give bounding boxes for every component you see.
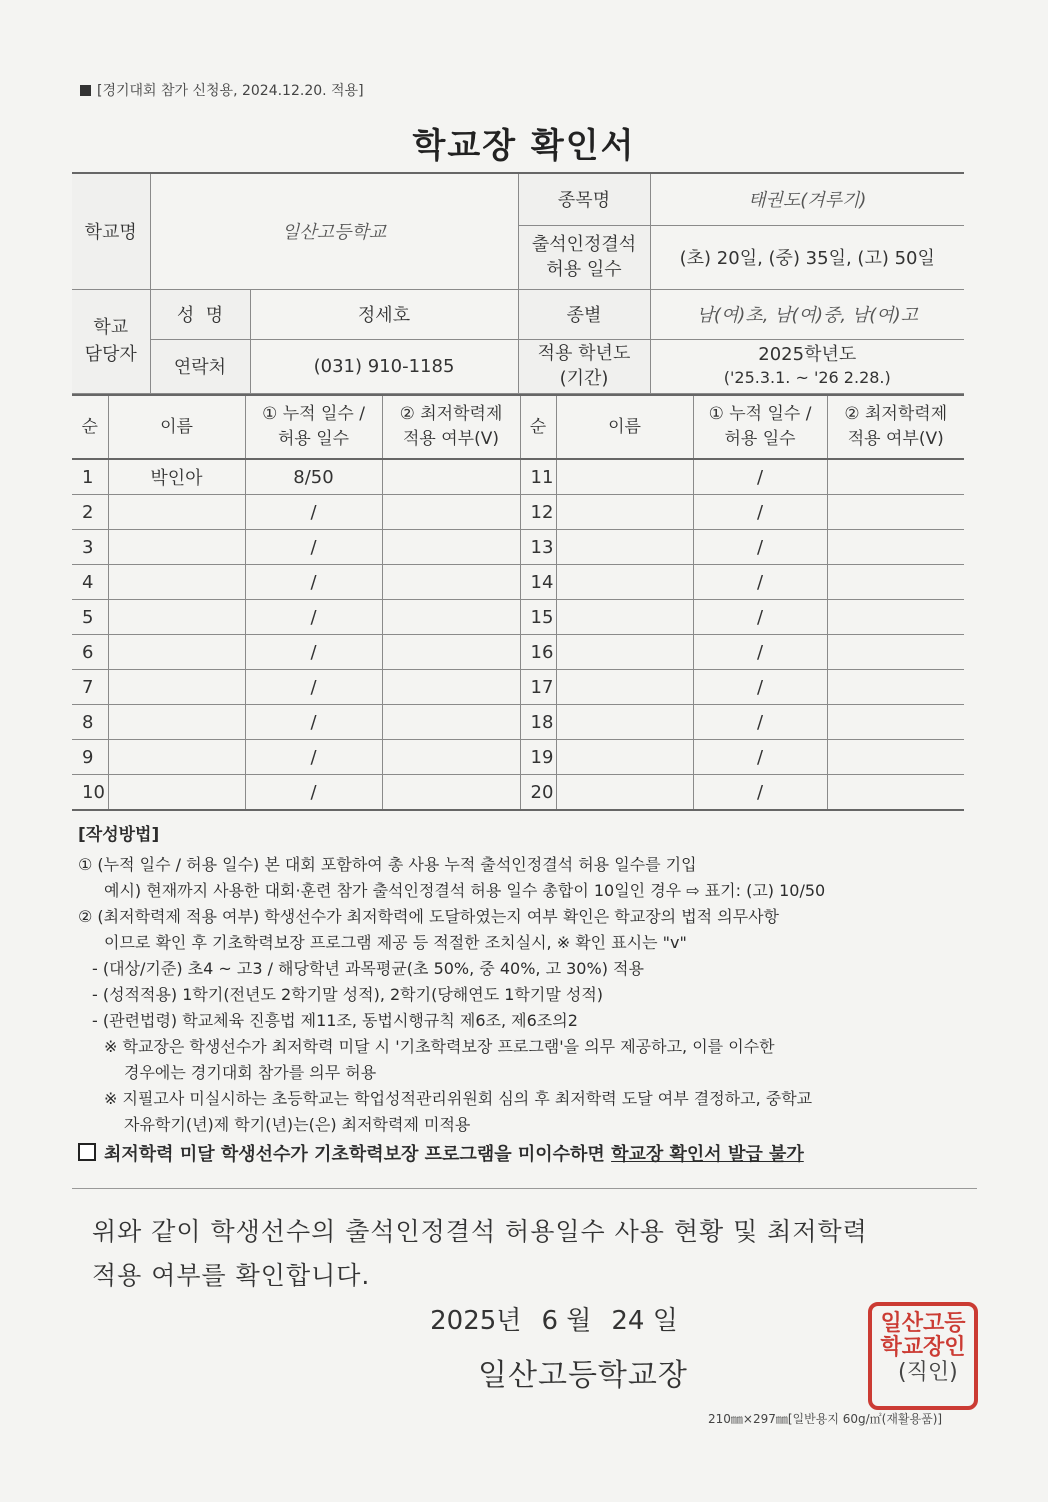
guide-line-2: 예시) 현재까지 사용한 대회·훈련 참가 출석인정결석 허용 일수 총합이 10일인 경우 ⇨ 표기: (고) 10/50 (104, 881, 826, 900)
col-min-right (827, 395, 964, 459)
row-min-cell (382, 530, 520, 565)
table-row (72, 670, 964, 705)
row-no-cell: 16 (520, 635, 556, 670)
row-min-cell (827, 670, 964, 705)
school-name-label: 학교명 (72, 173, 150, 289)
table-row (72, 775, 964, 811)
guide-warning (78, 1142, 978, 1168)
school-name-value: 일산고등학교 (150, 173, 518, 289)
table-row (72, 495, 964, 530)
guide-line-4: 이므로 확인 후 기초학력보장 프로그램 제공 등 적절한 조치실시, ※ 확인 표시는 "v" (104, 933, 687, 952)
row-min-cell (827, 775, 964, 811)
col-min-right-l2: 적용 여부(V) (847, 429, 944, 449)
gender-value: 남(여)초, 남(여)중, 남(여)고 (650, 289, 964, 339)
row-days-cell: / (693, 635, 827, 670)
year-value-line2: ('25.3.1. ~ '26 2.28.) (723, 368, 891, 388)
absence-days-label-line2: 허용 일수 (546, 259, 622, 280)
row-min-cell (382, 600, 520, 635)
table-row (72, 705, 964, 740)
row-name-cell (556, 670, 693, 705)
contact-label: 연락처 (150, 339, 250, 393)
row-days-cell: / (693, 740, 827, 775)
row-min-cell (827, 600, 964, 635)
row-name-cell (556, 459, 693, 495)
row-name-cell (556, 495, 693, 530)
row-no-cell: 17 (520, 670, 556, 705)
row-days-cell: / (693, 565, 827, 600)
col-min-right-l1: ② 최저학력제 (844, 404, 948, 425)
guide-line-10: ※ 지필고사 미실시하는 초등학교는 학업성적관리위원회 심의 후 최저학력 도달 여부 결정하고, 중학교 (104, 1089, 813, 1108)
writing-guide (78, 822, 978, 1168)
row-days-cell: / (693, 670, 827, 705)
row-days-cell: / (245, 635, 382, 670)
date-day: 24 일 (611, 1306, 678, 1336)
manager-label-line2: 담당자 (84, 344, 137, 365)
manager-label (72, 289, 150, 393)
row-name-cell (108, 565, 245, 600)
absence-days-value: (초) 20일, (중) 35일, (고) 50일 (650, 225, 964, 289)
col-no-left: 순 (72, 395, 108, 459)
year-label-line1: 적용 학년도 (537, 342, 631, 364)
table-row (72, 600, 964, 635)
absence-days-label-line1: 출석인정결석 (531, 233, 637, 255)
row-days-cell: / (693, 459, 827, 495)
row-name-cell (108, 635, 245, 670)
row-name-cell: 박인아 (108, 459, 245, 495)
section-divider (72, 1188, 977, 1189)
table-row (72, 530, 964, 565)
row-name-cell (108, 600, 245, 635)
row-days-cell: / (245, 565, 382, 600)
col-days-left (245, 395, 382, 459)
gender-label: 종별 (518, 289, 650, 339)
row-name-cell (108, 705, 245, 740)
row-no-cell: 7 (72, 670, 108, 705)
row-no-cell: 2 (72, 495, 108, 530)
row-name-cell (556, 635, 693, 670)
athlete-list-table (72, 394, 964, 811)
row-min-cell (827, 705, 964, 740)
row-days-cell: / (245, 670, 382, 705)
row-min-cell (827, 495, 964, 530)
year-value (650, 339, 964, 393)
manager-name-label: 성 명 (150, 289, 250, 339)
col-days-left-l1: ① 누적 일수 / (262, 404, 365, 425)
row-no-cell: 1 (72, 459, 108, 495)
row-min-cell (382, 495, 520, 530)
col-min-left-l2: 적용 여부(V) (403, 429, 499, 449)
list-body (72, 459, 964, 810)
confirmation-line-2: 적용 여부를 확인합니다. (92, 1261, 371, 1290)
row-name-cell (108, 495, 245, 530)
list-header-row (72, 395, 964, 459)
guide-line-1: ① (누적 일수 / 허용 일수) 본 대회 포함하여 총 사용 누적 출석인정결석 허용 일수를 기입 (78, 855, 697, 874)
row-days-cell: 8/50 (245, 459, 382, 495)
square-bullet-icon (80, 85, 91, 96)
table-row (72, 740, 964, 775)
row-no-cell: 18 (520, 705, 556, 740)
row-min-cell (827, 635, 964, 670)
guide-line-11: 자유학기(년)제 학기(년)는(은) 최저학력제 미적용 (124, 1115, 471, 1134)
row-no-cell: 11 (520, 459, 556, 495)
row-name-cell (108, 775, 245, 811)
year-label-line2: (기간) (559, 368, 609, 389)
col-days-right-l2: 허용 일수 (724, 429, 796, 449)
row-no-cell: 8 (72, 705, 108, 740)
row-days-cell: / (245, 705, 382, 740)
row-min-cell (382, 705, 520, 740)
row-min-cell (382, 635, 520, 670)
row-days-cell: / (245, 530, 382, 565)
row-min-cell (382, 565, 520, 600)
document-title: 학교장 확인서 (412, 126, 636, 166)
row-no-cell: 6 (72, 635, 108, 670)
guide-line-6: - (성적적용) 1학기(전년도 2학기말 성적), 2학기(당해연도 1학기말 성적) (92, 985, 604, 1004)
year-label (518, 339, 650, 393)
table-row (72, 565, 964, 600)
manager-label-line1: 학교 (93, 317, 129, 338)
header-note-text: [경기대회 참가 신청용, 2024.12.20. 적용] (97, 83, 364, 99)
seal-label: (직인) (898, 1360, 958, 1385)
confirmation-line-1: 위와 같이 학생선수의 출석인정결석 허용일수 사용 현황 및 최저학력 (92, 1217, 868, 1246)
guide-line-7: - (관련법령) 학교체육 진흥법 제11조, 동법시행규칙 제6조, 제6조의2 (92, 1011, 578, 1030)
row-days-cell: / (245, 740, 382, 775)
col-min-left-l1: ② 최저학력제 (399, 404, 503, 425)
date-month: 6 월 (541, 1306, 592, 1336)
row-no-cell: 4 (72, 565, 108, 600)
row-name-cell (108, 670, 245, 705)
official-seal-stamp: 일산고등학교장인 (868, 1302, 978, 1410)
guide-warning-text: 최저학력 미달 학생선수가 기초학력보장 프로그램을 미이수하면 (104, 1144, 612, 1165)
col-days-right-l1: ① 누적 일수 / (708, 404, 812, 425)
row-days-cell: / (245, 775, 382, 811)
col-name-right: 이름 (556, 395, 693, 459)
row-min-cell (827, 459, 964, 495)
guide-line-5: - (대상/기준) 초4 ~ 고3 / 해당학년 과목평균(초 50%, 중 40%, 고 30%) 적용 (92, 959, 644, 978)
event-value: 태권도(겨루기) (650, 173, 964, 225)
principal-signature: 일산고등학교장 (478, 1358, 688, 1393)
row-days-cell: / (693, 495, 827, 530)
row-days-cell: / (693, 705, 827, 740)
row-no-cell: 10 (72, 775, 108, 811)
row-name-cell (556, 565, 693, 600)
date-year: 2025년 (430, 1306, 522, 1336)
warning-box-icon (78, 1143, 96, 1161)
col-min-left (382, 395, 520, 459)
row-days-cell: / (693, 775, 827, 811)
row-min-cell (382, 775, 520, 811)
paper-spec-footer: 210㎜×297㎜[일반용지 60g/㎡(재활용품)] (708, 1412, 943, 1426)
row-no-cell: 14 (520, 565, 556, 600)
row-min-cell (827, 565, 964, 600)
row-min-cell (382, 459, 520, 495)
year-value-line1: 2025학년도 (758, 344, 857, 366)
row-name-cell (556, 740, 693, 775)
row-min-cell (382, 740, 520, 775)
row-no-cell: 13 (520, 530, 556, 565)
row-no-cell: 5 (72, 600, 108, 635)
confirmation-statement (92, 1210, 972, 1298)
col-days-right (693, 395, 827, 459)
guide-line-8: ※ 학교장은 학생선수가 최저학력 미달 시 '기초학력보장 프로그램'을 의무 제공하고, 이를 이수한 (104, 1037, 775, 1056)
row-no-cell: 9 (72, 740, 108, 775)
row-min-cell (382, 670, 520, 705)
col-no-right: 순 (520, 395, 556, 459)
row-days-cell: / (693, 600, 827, 635)
row-name-cell (556, 775, 693, 811)
col-days-left-l2: 허용 일수 (277, 429, 350, 449)
form-header-note (80, 80, 364, 100)
row-min-cell (827, 740, 964, 775)
row-name-cell (108, 530, 245, 565)
table-row (72, 635, 964, 670)
row-min-cell (827, 530, 964, 565)
row-name-cell (556, 530, 693, 565)
contact-value: (031) 910-1185 (250, 339, 518, 393)
row-no-cell: 12 (520, 495, 556, 530)
row-name-cell (556, 705, 693, 740)
table-row (72, 459, 964, 495)
row-no-cell: 15 (520, 600, 556, 635)
info-table (72, 172, 964, 394)
row-name-cell (108, 740, 245, 775)
guide-line-9: 경우에는 경기대회 참가를 의무 허용 (124, 1063, 377, 1082)
row-no-cell: 20 (520, 775, 556, 811)
guide-line-3: ② (최저학력제 적용 여부) 학생선수가 최저학력에 도달하였는지 여부 확인은 학교장의 법적 의무사항 (78, 907, 780, 926)
row-days-cell: / (245, 600, 382, 635)
row-days-cell: / (245, 495, 382, 530)
guide-warning-emphasis: 학교장 확인서 발급 불가 (611, 1144, 804, 1165)
row-name-cell (556, 600, 693, 635)
absence-days-label (518, 225, 650, 289)
row-no-cell: 19 (520, 740, 556, 775)
row-no-cell: 3 (72, 530, 108, 565)
guide-title: [작성방법] (78, 825, 160, 845)
row-days-cell: / (693, 530, 827, 565)
event-label: 종목명 (518, 173, 650, 225)
manager-name-value: 정세호 (250, 289, 518, 339)
col-name-left: 이름 (108, 395, 245, 459)
